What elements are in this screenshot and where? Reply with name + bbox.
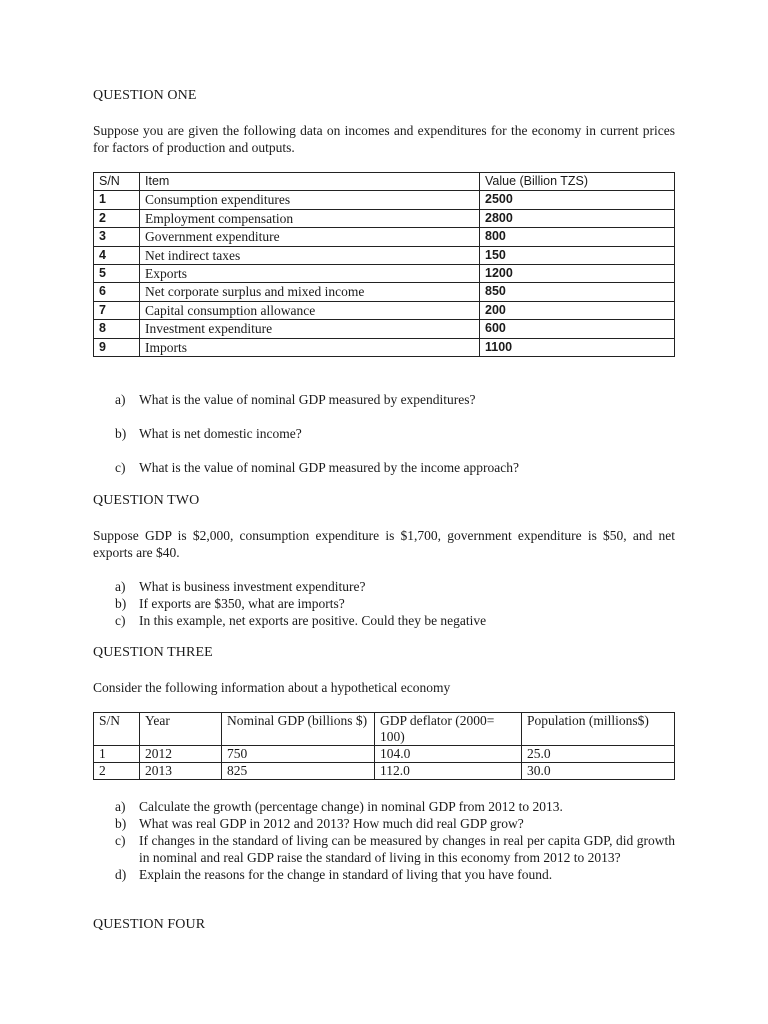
table-row <box>94 746 675 763</box>
table-row <box>94 264 675 282</box>
question-one-intro: Suppose you are given the following data on incomes and expenditures for the economy in current prices for factors of production and outputs. <box>93 123 675 155</box>
cell-value: 2800 <box>480 209 675 227</box>
cell-year: 2013 <box>140 763 222 780</box>
income-expenditure-table <box>93 172 675 357</box>
cell-item: Capital consumption allowance <box>140 301 480 319</box>
table-row <box>94 283 675 301</box>
question-two-heading: QUESTION TWO <box>93 493 200 508</box>
table-row <box>94 338 675 356</box>
header-item: Item <box>140 173 480 191</box>
list-item: b) What was real GDP in 2012 and 2013? How much did real GDP grow? <box>115 816 524 831</box>
cell-sn: 2 <box>94 763 140 780</box>
question-two-list <box>115 578 675 629</box>
cell-gdp-deflator: 112.0 <box>375 763 522 780</box>
gdp-table <box>93 712 675 780</box>
header-sn: S/N <box>94 713 140 746</box>
cell-item: Employment compensation <box>140 209 480 227</box>
list-item: a) What is business investment expenditure? <box>115 579 366 594</box>
header-nominal-gdp: Nominal GDP (billions $) <box>222 713 375 746</box>
cell-sn: 9 <box>94 338 140 356</box>
list-item: c) What is the value of nominal GDP measured by the income approach? <box>115 460 520 475</box>
table-row <box>94 191 675 209</box>
cell-sn: 8 <box>94 320 140 338</box>
table-row <box>94 209 675 227</box>
cell-nominal-gdp: 825 <box>222 763 375 780</box>
cell-item: Government expenditure <box>140 228 480 246</box>
cell-value: 1200 <box>480 264 675 282</box>
cell-item: Consumption expenditures <box>140 191 480 209</box>
question-three-heading: QUESTION THREE <box>93 645 213 660</box>
cell-sn: 6 <box>94 283 140 301</box>
question-one-list <box>115 391 675 476</box>
cell-value: 800 <box>480 228 675 246</box>
cell-value: 1100 <box>480 338 675 356</box>
list-item: a) What is the value of nominal GDP measured by expenditures? <box>115 392 476 407</box>
cell-sn: 5 <box>94 264 140 282</box>
table-row <box>94 320 675 338</box>
table-header-row <box>94 173 675 191</box>
list-item: c) In this example, net exports are positive. Could they be negative <box>115 613 487 628</box>
cell-item: Exports <box>140 264 480 282</box>
list-item: b) What is net domestic income? <box>115 426 302 441</box>
cell-item: Imports <box>140 338 480 356</box>
table-header-row <box>94 713 675 746</box>
cell-population: 25.0 <box>522 746 675 763</box>
cell-value: 600 <box>480 320 675 338</box>
header-value: Value (Billion TZS) <box>480 173 675 191</box>
cell-population: 30.0 <box>522 763 675 780</box>
header-sn: S/N <box>94 173 140 191</box>
cell-sn: 2 <box>94 209 140 227</box>
list-item: b) If exports are $350, what are imports? <box>115 596 345 611</box>
table-row <box>94 246 675 264</box>
question-four-heading: QUESTION FOUR <box>93 917 206 932</box>
cell-value: 850 <box>480 283 675 301</box>
cell-value: 150 <box>480 246 675 264</box>
list-item: a) Calculate the growth (percentage change) in nominal GDP from 2012 to 2013. <box>115 799 563 814</box>
cell-value: 2500 <box>480 191 675 209</box>
list-item: c) If changes in the standard of living can be measured by changes in real per capita GDP, did growth in nominal and real GDP raise the standard of living in this economy from 2012 to 2013? <box>115 833 675 865</box>
cell-item: Investment expenditure <box>140 320 480 338</box>
cell-sn: 4 <box>94 246 140 264</box>
table-row <box>94 228 675 246</box>
question-three-list <box>115 798 675 883</box>
header-gdp-deflator: GDP deflator (2000= 100) <box>375 713 522 746</box>
table-row <box>94 763 675 780</box>
question-one-heading: QUESTION ONE <box>93 88 197 103</box>
cell-sn: 7 <box>94 301 140 319</box>
header-population: Population (millions$) <box>522 713 675 746</box>
cell-item: Net corporate surplus and mixed income <box>140 283 480 301</box>
cell-nominal-gdp: 750 <box>222 746 375 763</box>
cell-sn: 3 <box>94 228 140 246</box>
cell-value: 200 <box>480 301 675 319</box>
question-three-intro: Consider the following information about a hypothetical economy <box>93 680 451 695</box>
cell-sn: 1 <box>94 746 140 763</box>
cell-item: Net indirect taxes <box>140 246 480 264</box>
question-two-intro: Suppose GDP is $2,000, consumption expenditure is $1,700, government expenditure is $50, and net exports are $40. <box>93 528 675 560</box>
cell-gdp-deflator: 104.0 <box>375 746 522 763</box>
header-year: Year <box>140 713 222 746</box>
cell-year: 2012 <box>140 746 222 763</box>
list-item: d) Explain the reasons for the change in standard of living that you have found. <box>115 867 553 882</box>
table-row <box>94 301 675 319</box>
cell-sn: 1 <box>94 191 140 209</box>
